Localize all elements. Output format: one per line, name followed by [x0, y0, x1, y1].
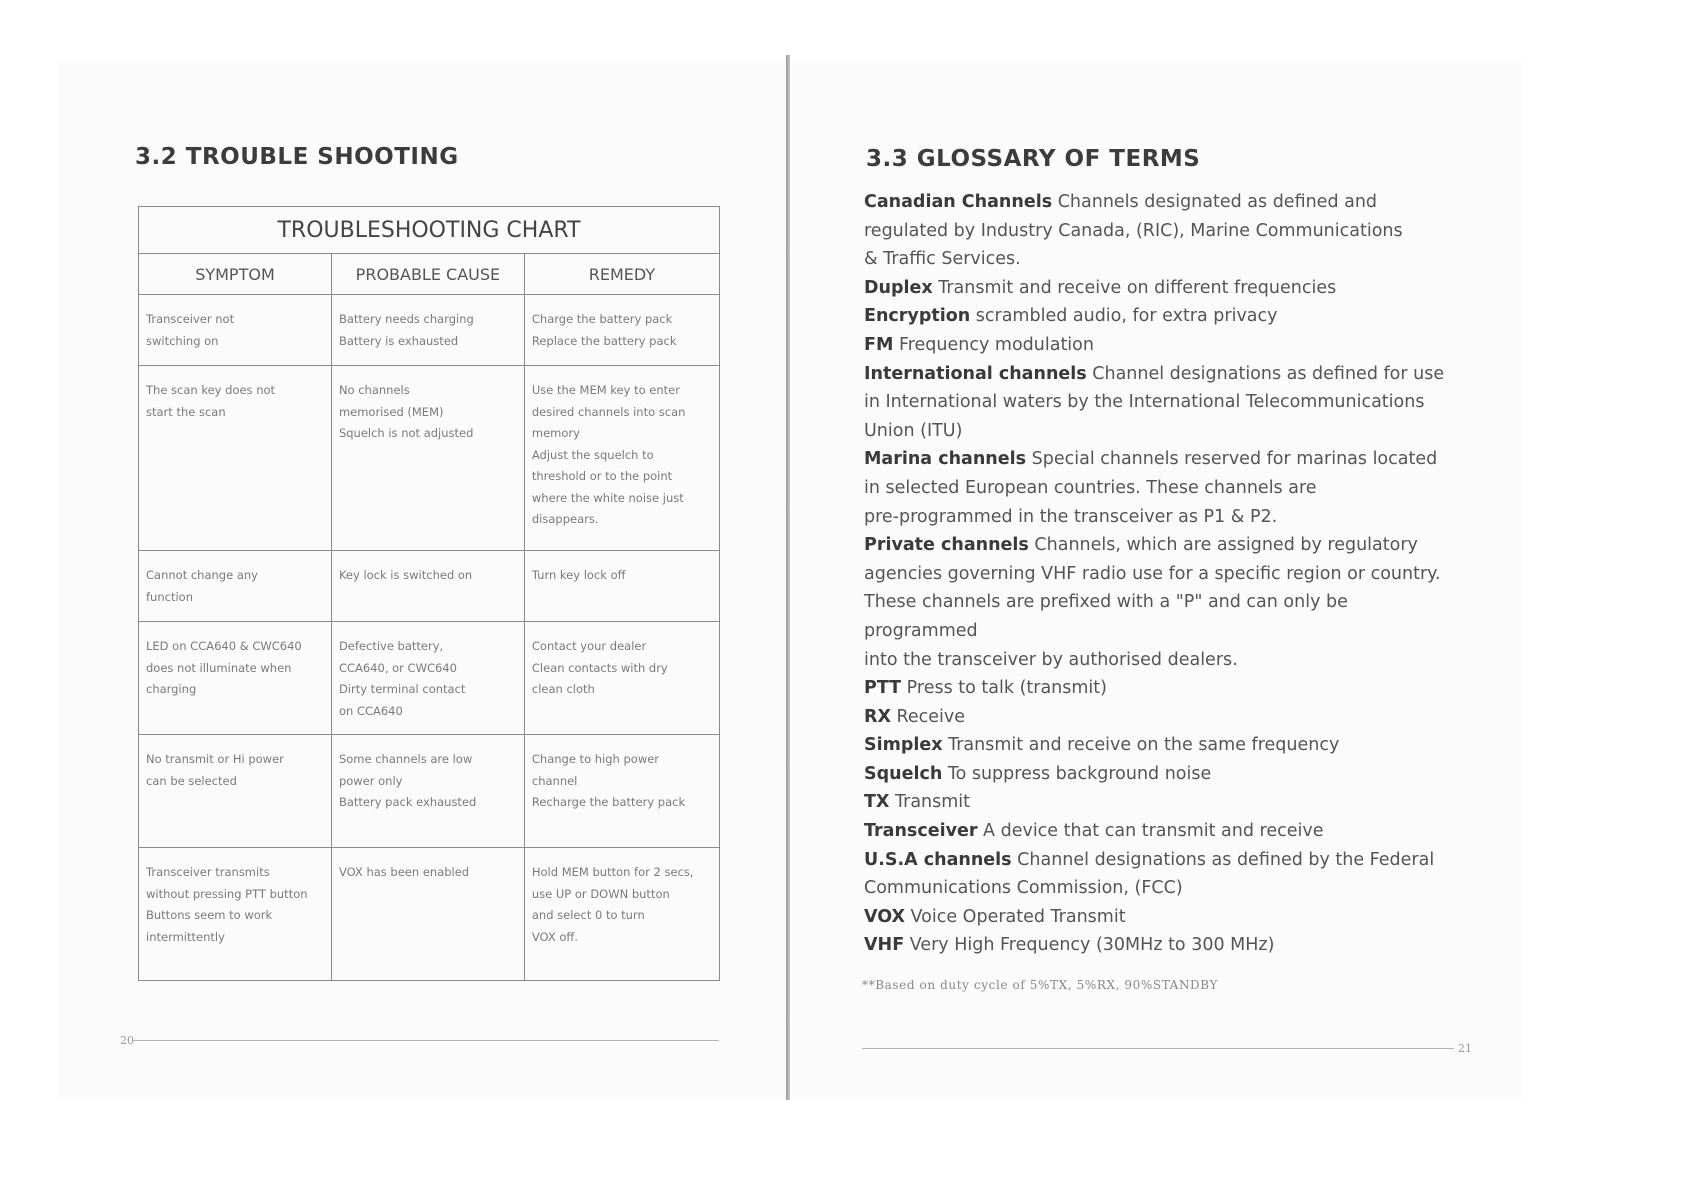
header-symptom: SYMPTOM — [139, 254, 332, 295]
glossary-term: U.S.A channels — [864, 849, 1012, 870]
glossary-definition: Very High Frequency (30MHz to 300 MHz) — [904, 935, 1275, 956]
glossary-term: Transceiver — [864, 821, 978, 842]
remedy-cell: Use the MEM key to enter desired channels into scan memory Adjust the squelch to threshold or to the point where the white noise just disappears. — [524, 366, 719, 551]
glossary-entry — [864, 445, 1464, 531]
glossary-entry — [864, 674, 1464, 703]
glossary-definition: Transmit and receive on the same frequency — [942, 735, 1340, 756]
symptom-cell: No transmit or Hi power can be selected — [139, 735, 332, 848]
glossary-entry — [864, 817, 1464, 846]
cause-cell: VOX has been enabled — [331, 848, 524, 981]
glossary-term: VHF — [864, 935, 905, 956]
glossary-definition: Transmit — [889, 792, 971, 813]
glossary-entry — [864, 931, 1464, 960]
glossary-definition: Frequency modulation — [893, 334, 1094, 355]
remedy-cell: Contact your dealer Clean contacts with dry clean cloth — [524, 622, 719, 735]
glossary-term: Private channels — [864, 535, 1029, 556]
left-footer-rule — [133, 1040, 719, 1041]
symptom-cell: Transceiver not switching on — [139, 295, 332, 366]
glossary-term: FM — [864, 334, 894, 355]
glossary-definition: Voice Operated Transmit — [904, 906, 1126, 927]
glossary-definition: Channels designated as defined and regulated by Industry Canada, (RIC), Marine Communications & Traffic Services. — [864, 192, 1403, 270]
glossary-definition: A device that can transmit and receive — [977, 821, 1324, 842]
glossary-entry — [864, 703, 1464, 732]
glossary-definition: Channels, which are assigned by regulatory agencies governing VHF radio use for a specific region or country. These channels are prefixed with a "P" and can only be programmed into the transceiver by authorised dealers. — [864, 535, 1441, 670]
glossary-definition: To suppress background noise — [942, 763, 1212, 784]
troubleshooting-section-title: 3.2 TROUBLE SHOOTING — [135, 144, 459, 170]
glossary-term: Encryption — [864, 306, 971, 327]
book-spine — [786, 55, 790, 1100]
glossary-definition: Channel designations as defined by the Federal Communications Commission, (FCC) — [864, 849, 1435, 899]
duty-cycle-footnote: **Based on duty cycle of 5%TX, 5%RX, 90%STANDBY — [862, 978, 1218, 992]
right-page-number: 21 — [1458, 1042, 1472, 1055]
glossary-list — [864, 188, 1464, 960]
right-footer-rule — [862, 1048, 1454, 1049]
remedy-cell: Change to high power channel Recharge the battery pack — [524, 735, 719, 848]
glossary-definition: Transmit and receive on different frequencies — [932, 277, 1337, 298]
cause-cell: Key lock is switched on — [331, 551, 524, 622]
glossary-definition: scrambled audio, for extra privacy — [970, 306, 1278, 327]
symptom-cell: LED on CCA640 & CWC640 does not illuminate when charging — [139, 622, 332, 735]
left-page-number: 20 — [120, 1034, 134, 1047]
glossary-term: Squelch — [864, 763, 943, 784]
glossary-definition: Press to talk (transmit) — [901, 678, 1107, 699]
glossary-entry — [864, 360, 1464, 446]
table-row — [139, 366, 720, 551]
table-row — [139, 551, 720, 622]
glossary-entry — [864, 903, 1464, 932]
glossary-term: PTT — [864, 678, 902, 699]
header-remedy: REMEDY — [524, 254, 719, 295]
glossary-entry — [864, 788, 1464, 817]
glossary-definition: Receive — [890, 706, 966, 727]
symptom-cell: Cannot change any function — [139, 551, 332, 622]
header-probable-cause: PROBABLE CAUSE — [331, 254, 524, 295]
glossary-entry — [864, 331, 1464, 360]
glossary-term: International channels — [864, 363, 1087, 384]
remedy-cell: Turn key lock off — [524, 551, 719, 622]
glossary-entry — [864, 760, 1464, 789]
troubleshooting-chart — [138, 206, 720, 981]
glossary-entry — [864, 531, 1464, 674]
glossary-entry — [864, 274, 1464, 303]
symptom-cell: Transceiver transmits without pressing PTT button Buttons seem to work intermittently — [139, 848, 332, 981]
cause-cell: Battery needs charging Battery is exhausted — [331, 295, 524, 366]
table-row — [139, 622, 720, 735]
glossary-entry — [864, 846, 1464, 903]
glossary-term: Simplex — [864, 735, 943, 756]
cause-cell: Defective battery, CCA640, or CWC640 Dirty terminal contact on CCA640 — [331, 622, 524, 735]
glossary-term: Duplex — [864, 277, 933, 298]
glossary-entry — [864, 731, 1464, 760]
glossary-section-title: 3.3 GLOSSARY OF TERMS — [866, 146, 1201, 172]
symptom-cell: The scan key does not start the scan — [139, 366, 332, 551]
glossary-term: Canadian Channels — [864, 192, 1053, 212]
glossary-definition: Special channels reserved for marinas located in selected European countries. These channels are pre-programmed in the transceiver as P1 & P2. — [864, 449, 1438, 527]
glossary-definition: Channel designations as defined for use in International waters by the International Telecommunications Union (ITU) — [864, 363, 1445, 441]
cause-cell: Some channels are low power only Battery pack exhausted — [331, 735, 524, 848]
glossary-term: Marina channels — [864, 449, 1027, 470]
glossary-entry — [864, 188, 1464, 274]
table-row — [139, 848, 720, 981]
glossary-term: TX — [864, 792, 890, 813]
glossary-term: RX — [864, 706, 891, 727]
remedy-cell: Hold MEM button for 2 secs, use UP or DOWN button and select 0 to turn VOX off. — [524, 848, 719, 981]
cause-cell: No channels memorised (MEM) Squelch is not adjusted — [331, 366, 524, 551]
glossary-term: VOX — [864, 906, 905, 927]
remedy-cell: Charge the battery pack Replace the battery pack — [524, 295, 719, 366]
chart-title: TROUBLESHOOTING CHART — [139, 207, 720, 254]
glossary-entry — [864, 302, 1464, 331]
table-row — [139, 295, 720, 366]
table-row — [139, 735, 720, 848]
